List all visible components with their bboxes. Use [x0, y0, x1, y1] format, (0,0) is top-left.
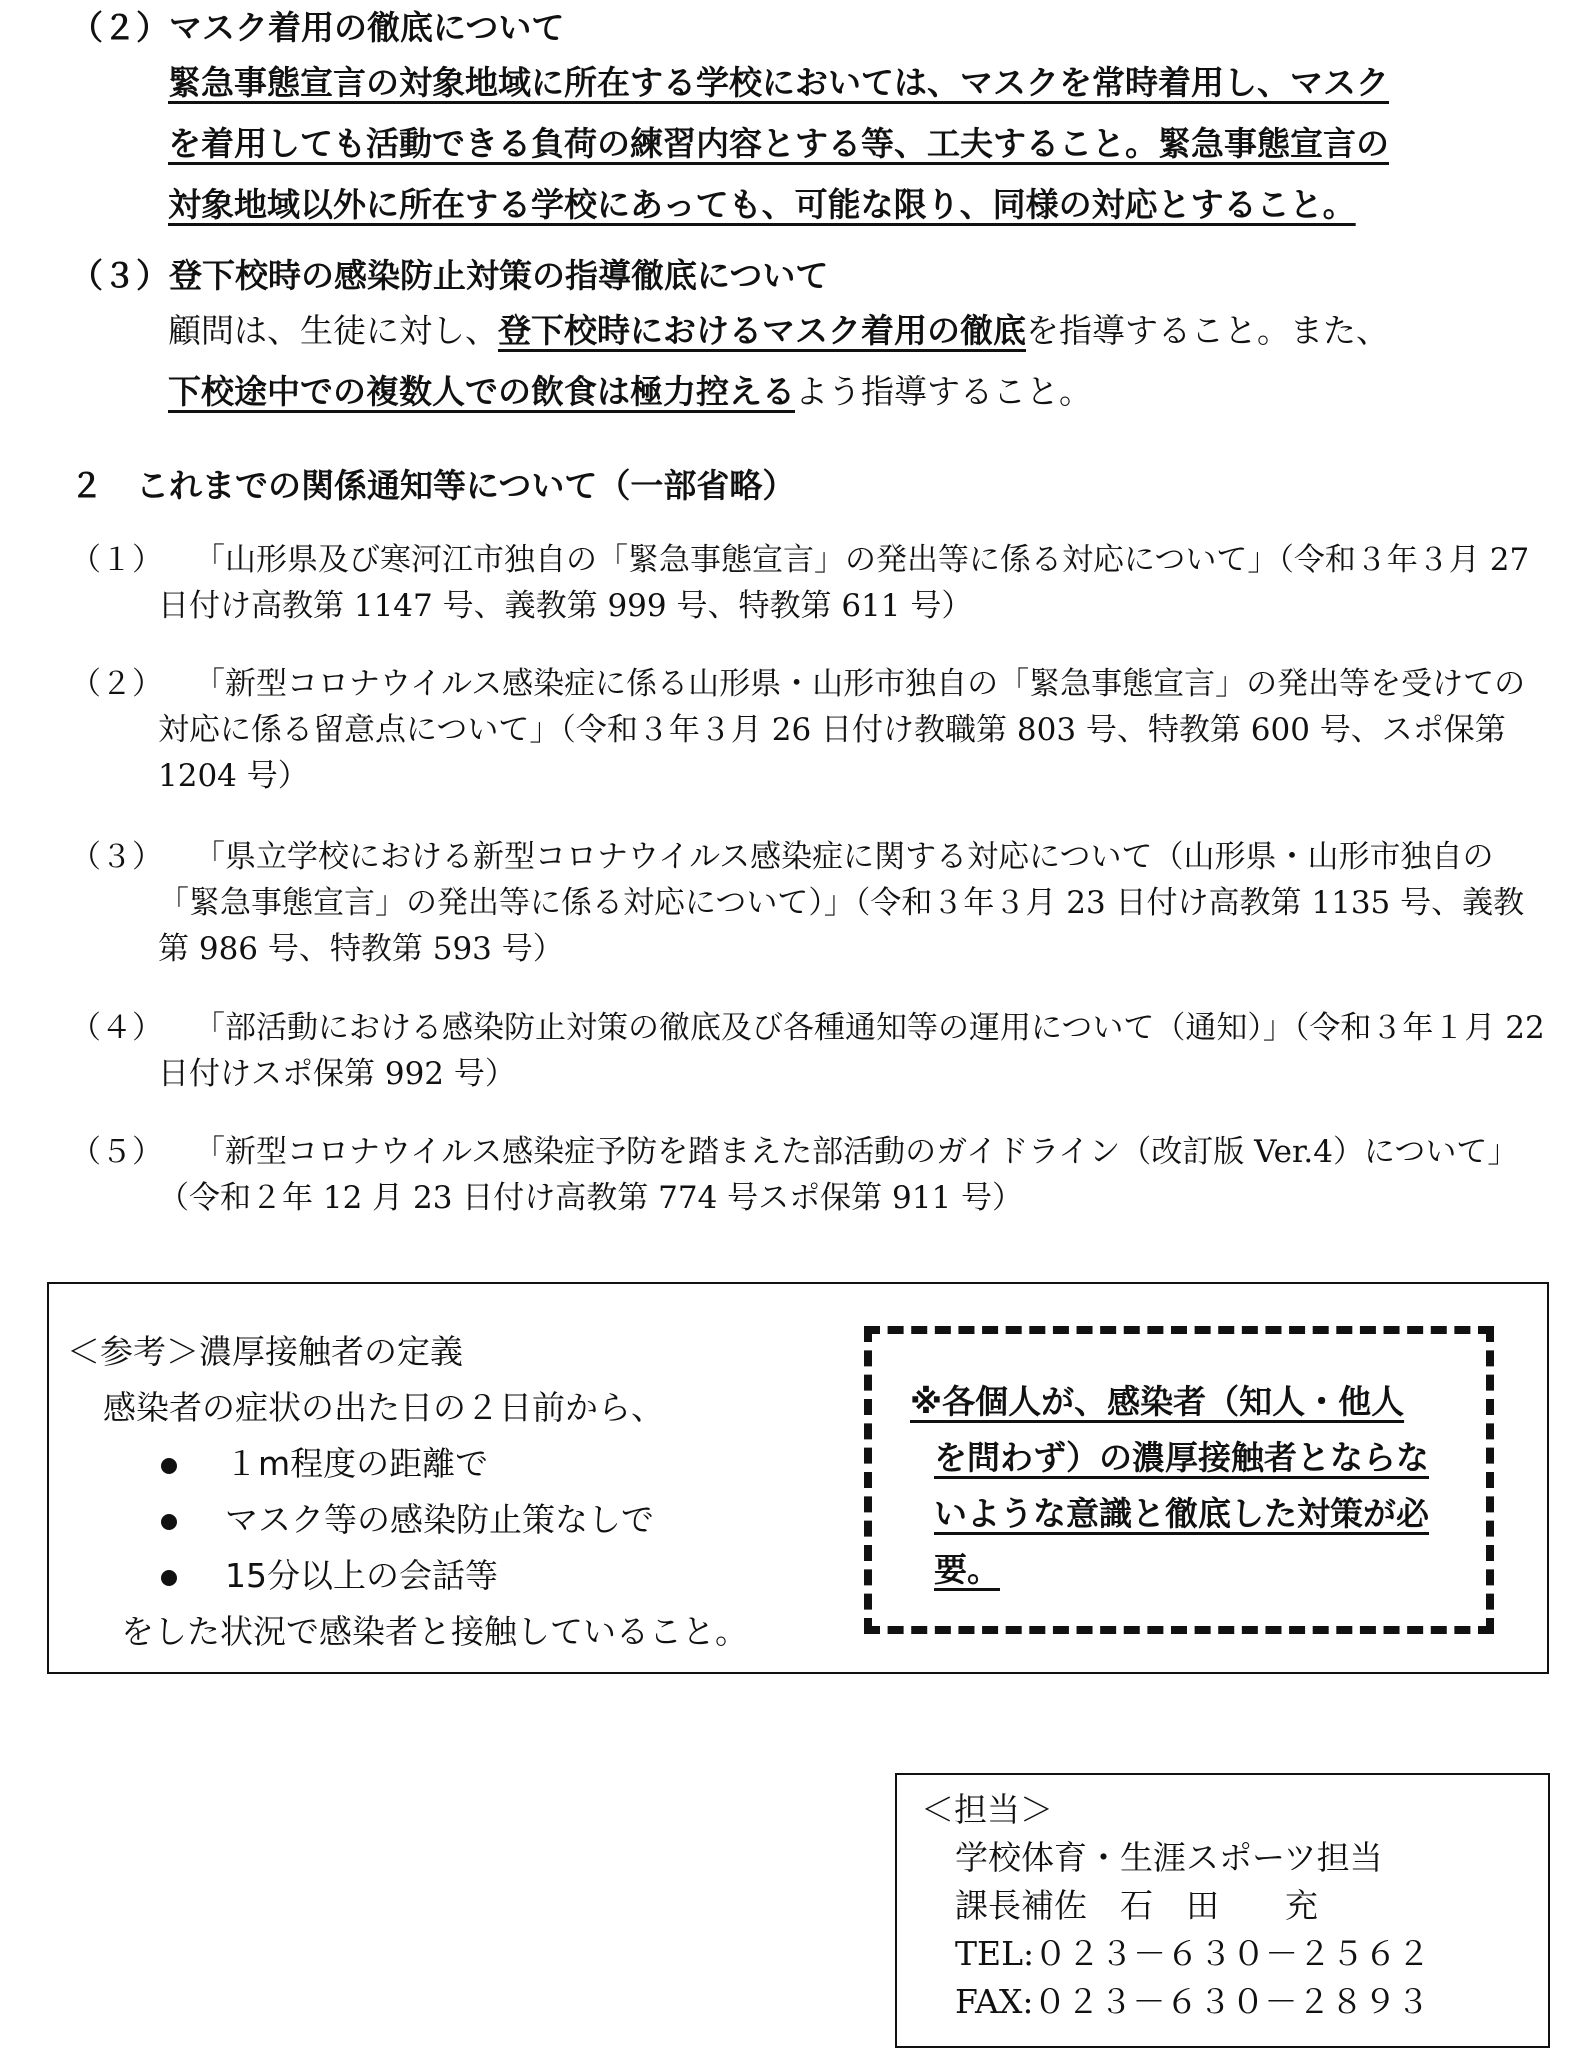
reference-note-box — [864, 1326, 1494, 1634]
notice-text: 「山形県及び寒河江市独自の「緊急事態宣言」の発出等に係る対応について」（令和３年３月 27 日付け高教第 1147 号、義教第 999 号、特教第 611 号） — [158, 542, 1530, 624]
mask-line-3: 対象地域以外に所在する学校にあっても、可能な限り、同様の対応とすること。 — [168, 185, 1356, 224]
note-line-4: 要。 — [934, 1550, 1000, 1589]
contact-box — [895, 1773, 1550, 2048]
contact-title: ＜担当＞ — [921, 1790, 1053, 1829]
notice-item-2 — [70, 661, 1550, 799]
commute-line-2 — [168, 361, 1558, 422]
note-line-1: ※各個人が、感染者（知人・他人 — [910, 1382, 1405, 1421]
contact-dept: 学校体育・生涯スポーツ担当 — [955, 1838, 1383, 1877]
commute-line-1 — [168, 300, 1558, 361]
notice-text: 「新型コロナウイルス感染症に係る山形県・山形市独自の「緊急事態宣言」の発出等を受けての対応に係る留意点について」（令和３年３月 26 日付け教職第 803 号、特教第 600 号、スポ保第 1204 号） — [158, 666, 1526, 794]
reference-intro: 感染者の症状の出た日の２日前から、 — [103, 1388, 664, 1427]
notice-item-4 — [70, 1005, 1550, 1097]
notice-item-1 — [70, 537, 1550, 629]
reference-definition — [67, 1324, 748, 1660]
notice-num: （１） — [70, 542, 163, 578]
commute-underline-d: 下校途中での複数人での飲食は極力控える — [168, 372, 795, 411]
commute-text-a: 顧問は、生徒に対し、 — [168, 311, 498, 350]
notice-num: （２） — [70, 666, 163, 702]
notice-item-3 — [70, 834, 1550, 972]
note-line-3: いような意識と徹底した対策が必 — [934, 1494, 1429, 1533]
mask-line-2: を着用しても活動できる負荷の練習内容とする等、工夫すること。緊急事態宣言の — [168, 124, 1389, 163]
bullet-icon — [161, 1514, 177, 1530]
commute-underline-b: 登下校時におけるマスク着用の徹底 — [498, 311, 1026, 350]
reference-closing: をした状況で感染者と接触していること。 — [121, 1612, 748, 1651]
note-line-2: を問わず）の濃厚接触者とならな — [934, 1438, 1429, 1477]
notice-text: 「新型コロナウイルス感染症予防を踏まえた部活動のガイドライン（改訂版 Ver.4）について」（令和２年 12 月 23 日付け高教第 774 号スポ保第 911 号） — [158, 1134, 1519, 1216]
reference-bullet-1: １m程度の距離で — [67, 1436, 748, 1492]
contact-fax: FAX:０２３－６３０－２８９３ — [955, 1982, 1430, 2021]
bullet-icon — [161, 1458, 177, 1474]
contact-person: 課長補佐 石 田 充 — [955, 1886, 1318, 1925]
commute-text-e: よう指導すること。 — [795, 372, 1092, 411]
commute-text-c: を指導すること。また、 — [1026, 311, 1389, 350]
notice-num: （３） — [70, 839, 163, 875]
notice-num: （４） — [70, 1010, 163, 1046]
reference-note — [910, 1374, 1480, 1598]
mask-line-1: 緊急事態宣言の対象地域に所在する学校においては、マスクを常時着用し、マスク — [168, 63, 1389, 102]
notice-text: 「部活動における感染防止対策の徹底及び各種通知等の運用について（通知）」（令和３年１月 22 日付けスポ保第 992 号） — [158, 1010, 1545, 1092]
reference-title: ＜参考＞濃厚接触者の定義 — [67, 1332, 463, 1371]
section-mask-heading: （２）マスク着用の徹底について — [70, 8, 565, 47]
section-commute-heading: （３）登下校時の感染防止対策の指導徹底について — [70, 256, 829, 295]
section-commute-body — [168, 300, 1558, 422]
bullet-icon — [161, 1570, 177, 1586]
section-notices-heading: ２ これまでの関係通知等について（一部省略） — [70, 466, 796, 505]
reference-box — [47, 1282, 1549, 1674]
reference-bullet-3: 15分以上の会話等 — [67, 1548, 748, 1604]
contact-tel: TEL:０２３－６３０－２５６２ — [955, 1934, 1431, 1973]
notice-item-5 — [70, 1129, 1550, 1221]
notice-num: （５） — [70, 1134, 163, 1170]
section-mask-body — [168, 52, 1558, 235]
reference-bullet-2: マスク等の感染防止策なしで — [67, 1492, 748, 1548]
notice-text: 「県立学校における新型コロナウイルス感染症に関する対応について（山形県・山形市独自の「緊急事態宣言」の発出等に係る対応について）」（令和３年３月 23 日付け高教第 1135 号、義教第 986 号、特教第 593 号） — [158, 839, 1525, 967]
